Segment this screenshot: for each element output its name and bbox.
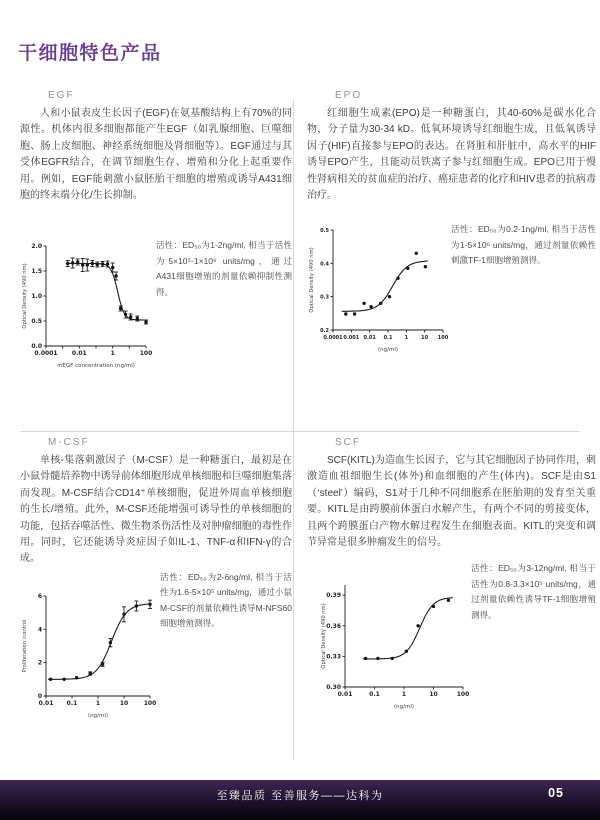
svg-text:6: 6: [37, 592, 42, 600]
svg-text:0.001: 0.001: [343, 335, 360, 342]
section-scf-detail-row: [307, 561, 596, 711]
svg-text:4: 4: [37, 626, 42, 634]
svg-text:0.2: 0.2: [320, 328, 329, 335]
section-scf-activity: 活性：ED₅₀为3-12ng/ml, 相当于活性为0.8-3.3×10⁵ units/mg，通过剂量依赖性诱导TF-1细胞增殖测得。: [471, 563, 596, 620]
divider-horizontal: [20, 431, 580, 432]
svg-text:0.01: 0.01: [363, 335, 376, 342]
svg-text:0.4: 0.4: [320, 261, 329, 268]
svg-text:Optical Density (490 nm): Optical Density (490 nm): [309, 247, 315, 314]
svg-text:0.0001: 0.0001: [323, 335, 343, 342]
svg-text:1.0: 1.0: [31, 293, 42, 301]
section-scf-description: SCF(KITL)为造血生长因子，它与其它细胞因子协同作用，刺激造血祖细胞生长(体外)和血细胞的产生(体内)。SCF是由S1（‘steel’）编码，S1对于几种不同细胞系在胚胎期的发育至关重要。KITL是由跨膜前体蛋白水解产生，有两个不同的剪接变体，且两个跨膜蛋白产物水解过程发生在细胞表面。KITL的突变和调节异常是很多肿瘤发生的信号。: [307, 455, 596, 549]
svg-text:(ng/ml): (ng/ml): [87, 712, 109, 719]
svg-text:Proliferation /control: Proliferation /control: [22, 619, 28, 673]
page-footer: [0, 780, 600, 820]
svg-text:10: 10: [421, 335, 429, 342]
svg-text:0.0001: 0.0001: [34, 350, 58, 358]
svg-text:100: 100: [437, 335, 449, 342]
section-mcsf-title: M-CSF: [48, 437, 90, 448]
svg-text:0.01: 0.01: [337, 691, 353, 699]
svg-text:100: 100: [143, 699, 156, 707]
footer-slogan: 至臻品质 至善服务——达科为: [216, 790, 384, 802]
svg-text:0.36: 0.36: [326, 623, 341, 631]
svg-text:(ng/ml): (ng/ml): [393, 704, 415, 711]
section-scf-title: SCF: [335, 437, 361, 448]
scf-dose-response-chart: [319, 577, 469, 711]
svg-text:1.5: 1.5: [31, 268, 42, 276]
svg-text:(ng/ml): (ng/ml): [377, 347, 399, 354]
svg-text:100: 100: [456, 691, 469, 699]
section-epo-detail-row: [307, 222, 596, 354]
section-egf-title: EGF: [48, 90, 75, 101]
svg-text:0.1: 0.1: [369, 691, 380, 699]
svg-text:Optical Density (490 nm): Optical Density (490 nm): [321, 603, 327, 670]
svg-text:1: 1: [95, 699, 101, 707]
svg-text:10: 10: [119, 699, 129, 707]
svg-text:0: 0: [37, 692, 42, 700]
svg-text:0.0: 0.0: [31, 343, 42, 351]
section-egf-activity: 活性：ED₅₀为1-2ng/ml, 相当于活性为5×10⁵-1×10⁶ units/mg，通过A431细胞增殖的剂量依赖抑制性测得。: [156, 240, 292, 297]
svg-text:Optical Density (490 nm): Optical Density (490 nm): [22, 263, 28, 330]
svg-text:0.01: 0.01: [71, 350, 87, 358]
svg-text:0.5: 0.5: [320, 228, 329, 235]
svg-text:10: 10: [429, 691, 438, 699]
svg-text:0.1: 0.1: [66, 699, 78, 707]
svg-text:0.33: 0.33: [326, 653, 341, 661]
svg-text:1: 1: [110, 350, 115, 358]
egf-dose-response-chart: [20, 238, 152, 370]
section-mcsf-detail-row: [20, 570, 292, 720]
section-epo-title: EPO: [335, 90, 363, 101]
svg-text:2.0: 2.0: [31, 243, 42, 251]
svg-text:0.01: 0.01: [38, 699, 54, 707]
svg-text:0.1: 0.1: [383, 335, 393, 342]
section-epo: [307, 90, 596, 354]
section-epo-activity: 活性：ED₅₀为0.2-1ng/ml, 相当于活性为1-5×10⁶ units/mg，通过剂量依赖性刺激TF-1细胞增殖测得。: [451, 224, 596, 266]
svg-text:100: 100: [139, 350, 152, 358]
epo-dose-response-chart: [307, 222, 449, 354]
page-number: 05: [548, 786, 564, 800]
svg-text:0.30: 0.30: [326, 684, 341, 692]
mcsf-dose-response-chart: [20, 588, 156, 720]
section-mcsf-activity: 活性：ED₅₀为2-6ng/ml, 相当于活性为1.6-5×10⁵ units/mg，通过小鼠M-CSF的剂量依赖性诱导M-NFS60细胞增殖测得。: [160, 571, 292, 629]
section-egf: [20, 90, 292, 370]
svg-text:mEGF concentration (ng/ml): mEGF concentration (ng/ml): [57, 363, 135, 370]
svg-text:1: 1: [401, 691, 407, 699]
section-mcsf-description: 单核-集落刺激因子（M-CSF）是一种糖蛋白，最初是在小鼠骨髓培养物中诱导前体细胞形成单核细胞和巨噬细胞集落而发现。M-CSF结合CD14⁺单核细胞，促进外周血单核细胞的生长/增殖。此外，M-CSF还能增强可诱导性的单核细胞的功能，包括吞噬活性、微生物杀伤活性及对肿瘤细胞的毒性作用。同时，它还能诱导炎症因子如IL-1、TNF-α和IFN-γ的合成。: [20, 455, 292, 565]
svg-text:2: 2: [37, 659, 42, 667]
page-title: 干细胞特色产品: [18, 43, 162, 64]
section-egf-description: 人和小鼠表皮生长因子(EGF)在氨基酸结构上有70%的同源性。机体内很多细胞都能产生EGF（如乳腺细胞、巨噬细胞、肠上皮细胞、神经系统细胞及肾细胞等）。EGF通过与其受体EGFR结合，在调节细胞生存、增殖和分化上起重要作用。例如，EGF能刺激小鼠胚胎干细胞的增殖或诱导A431细胞的终末端分化/生长抑制。: [20, 108, 292, 202]
divider-vertical: [293, 100, 294, 760]
section-epo-description: 红细胞生成素(EPO)是一种糖蛋白，其40-60%是碳水化合物，分子量为30-34 kD。低氧环境诱导红细胞生成，且低氧诱导因子(HIF)直接参与EPO的表达。在肾脏和肝脏中，高水平的HIF诱导EPO产生，且能动员铁离子参与红细胞生成。EPO已用于慢性肾病相关的贫血症的治疗、癌症患者的化疗和HIV患者的抗病毒治疗。: [307, 108, 596, 202]
section-mcsf: [20, 437, 292, 720]
svg-text:0.39: 0.39: [326, 592, 341, 600]
svg-text:0.5: 0.5: [31, 318, 42, 326]
section-egf-detail-row: [20, 238, 292, 370]
svg-text:0.3: 0.3: [320, 295, 329, 302]
section-scf: [307, 437, 596, 711]
svg-text:1: 1: [404, 335, 409, 342]
